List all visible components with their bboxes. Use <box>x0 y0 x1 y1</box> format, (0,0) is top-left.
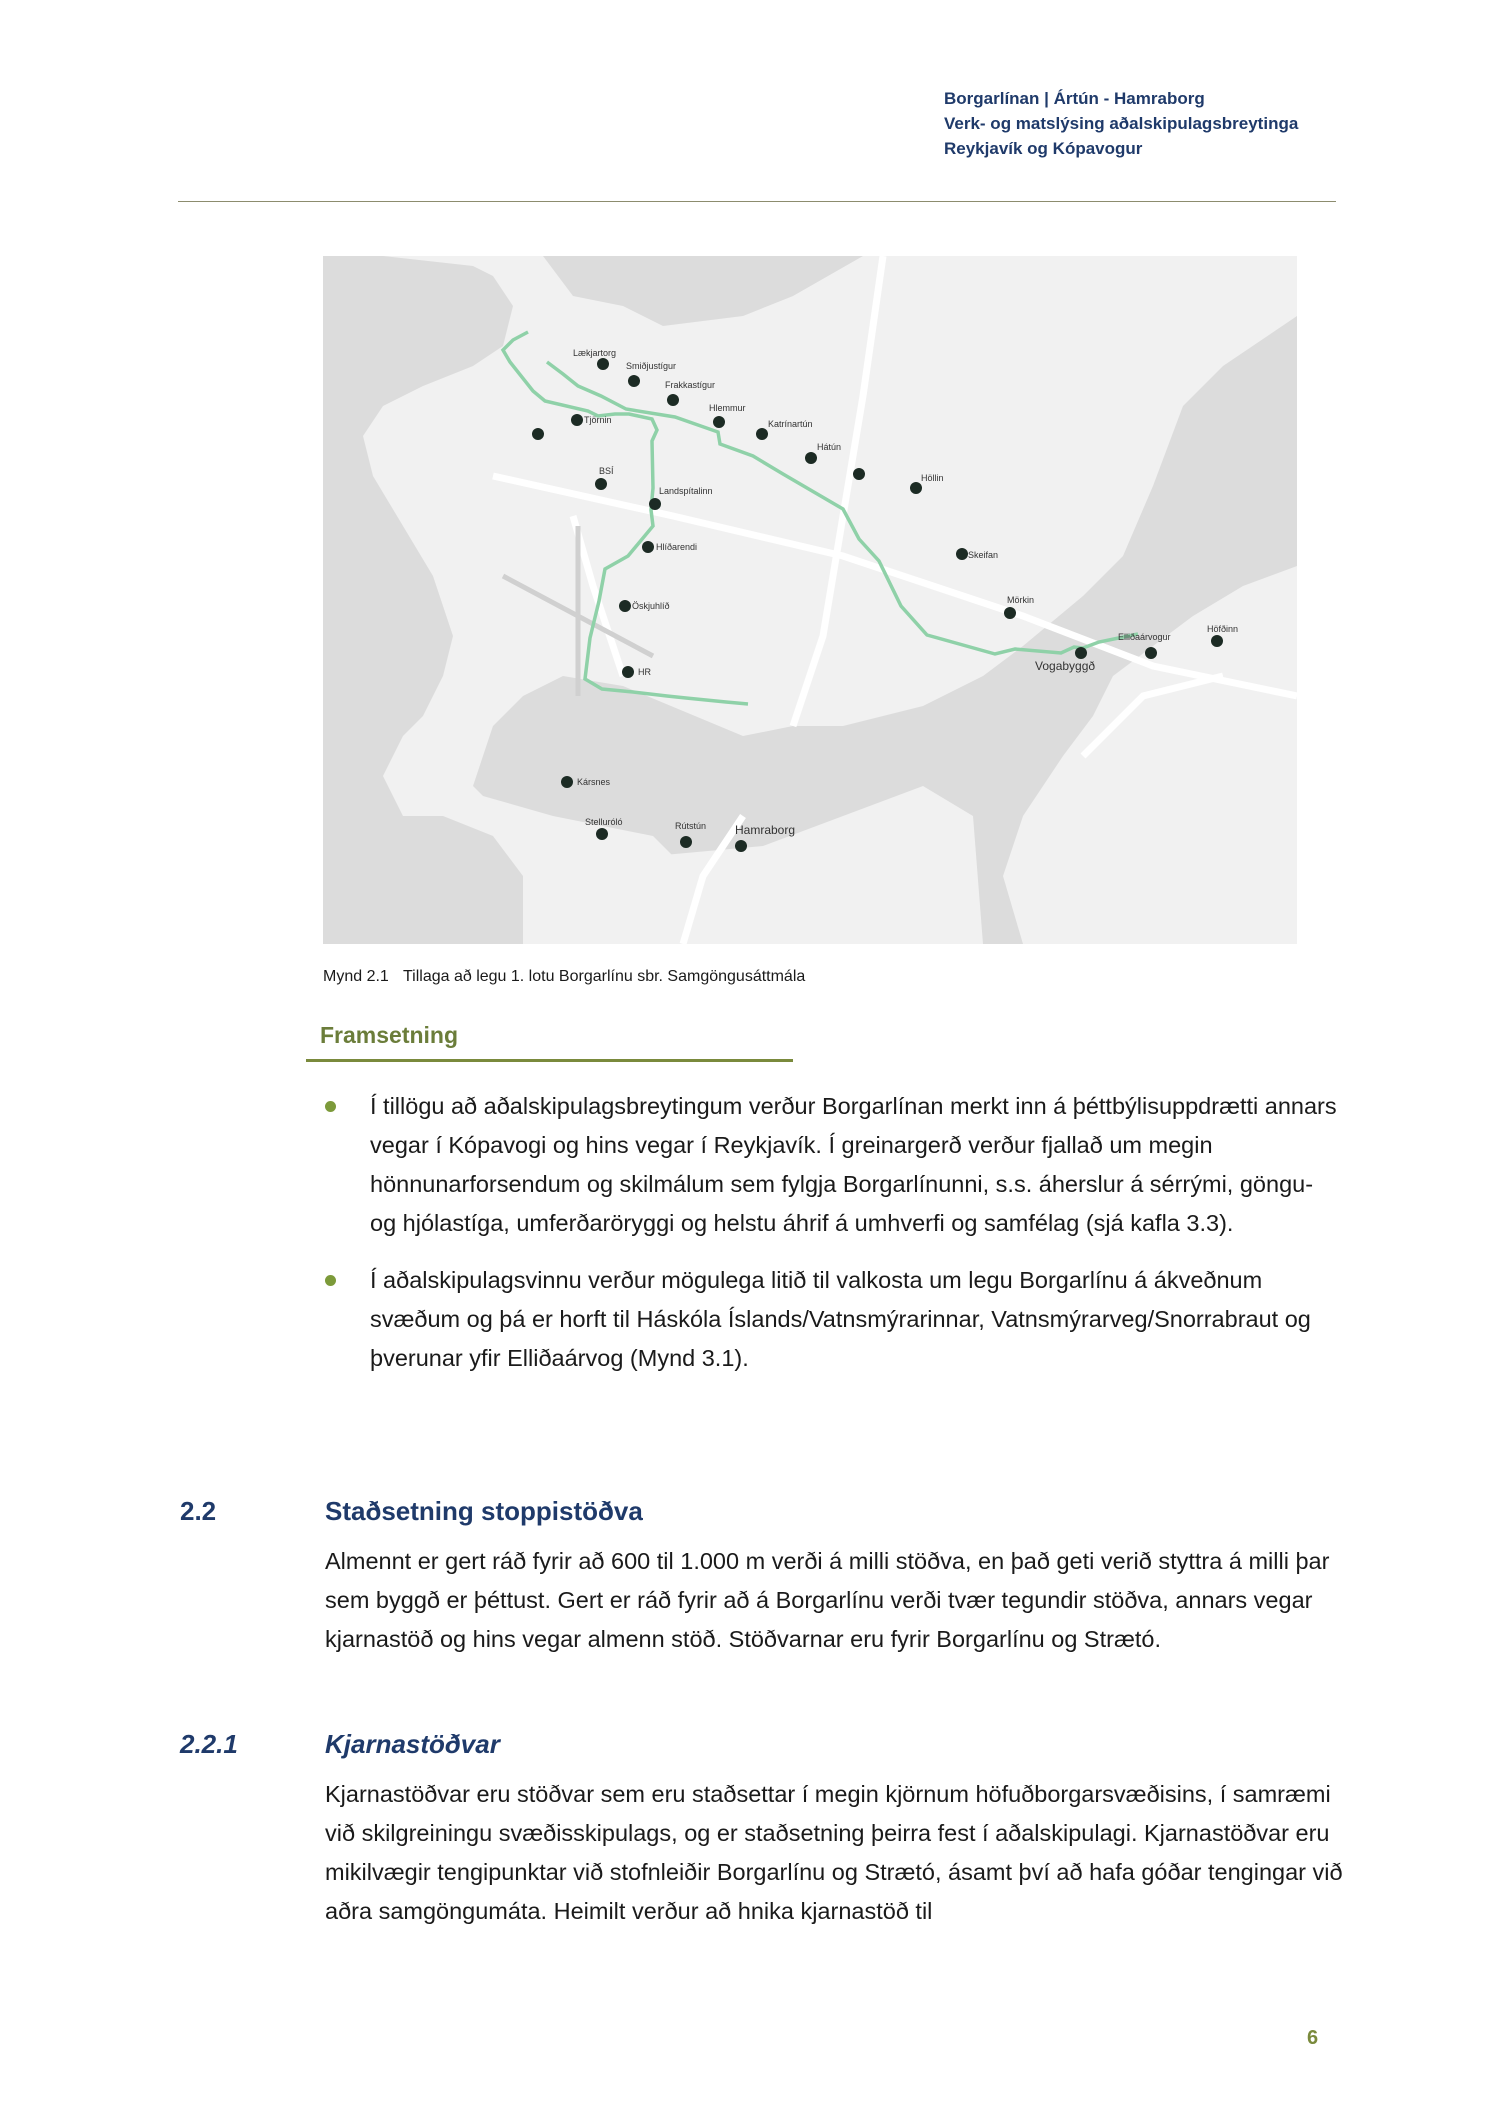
station-frakkastigur-dot <box>667 394 679 406</box>
station-stellurolo-dot <box>596 828 608 840</box>
station-label-tjornin: Tjörnin <box>584 415 612 425</box>
station-ellidaarvogur-dot <box>1145 647 1157 659</box>
station-label-bsi: BSÍ <box>599 466 614 476</box>
bullet-text: Í aðalskipulagsvinnu verður mögulega litið til valkosta um legu Borgarlínu á ákveðnum svæðum og þá er horft til Háskóla Íslands/Vatnsmýrarinnar, Vatnsmýrarveg/Snorrabraut og þverunar yfir Elliðaárvog (Mynd 3.1). <box>370 1267 1311 1371</box>
figure-caption <box>323 968 815 986</box>
station-hlidarendi-dot <box>642 541 654 553</box>
section-2-2-number: 2.2 <box>180 1496 217 1526</box>
station-label-hatun: Hátún <box>817 442 842 452</box>
bullet-text: Í tillögu að aðalskipulagsbreytingum verður Borgarlínan merkt inn á þéttbýlisuppdrætti annars vegar í Kópavogi og hins vegar í Reykjavík. Í greinargerð verður fjallað um megin hönnunarforsendum og skilmálum sem fylgja Borgarlínunni, s.s. áherslur á sérrými, göngu- og hjólastíga, umferðaröryggi og helstu áhrif á umhverfi og samfélag (sjá kafla 3.3). <box>370 1093 1337 1236</box>
route-map <box>323 256 1297 944</box>
station-hr-dot <box>622 666 634 678</box>
station-label-hr: HR <box>638 667 651 677</box>
station-tjornin-dot <box>571 414 583 426</box>
station-label-hollin: Höllin <box>921 473 944 483</box>
document-header <box>944 86 1384 161</box>
framsetning-heading: Framsetning <box>320 1022 459 1048</box>
station-bsi-dot <box>595 478 607 490</box>
caption-number: Mynd 2.1 <box>323 968 389 985</box>
station-label-stellurolo: Stelluróló <box>585 817 623 827</box>
station-smidjustigur-dot <box>628 375 640 387</box>
framsetning-underline <box>306 1059 793 1062</box>
station-label-hlidarendi: Hlíðarendi <box>656 542 698 552</box>
section-2-2-1-body: Kjarnastöðvar eru stöðvar sem eru staðsettar í megin kjörnum höfuðborgarsvæðisins, í samræmi við skilgreiningu svæðisskipulags, og er staðsetning þeirra fest í aðalskipulagi. Kjarnastöðvar eru mikilvægir tengipunktar við stofnleiðir Borgarlínu og Strætó, ásamt því að hafa góðar tengingar við aðra samgöngumáta. Heimilt verður að hnika kjarnastöð til <box>325 1781 1343 1924</box>
section-2-2-1-number: 2.2.1 <box>180 1729 238 1759</box>
station-label-hofdinn: Höfðinn <box>1207 624 1239 634</box>
station-hollin-east-dot <box>910 482 922 494</box>
station-oskjuhlid-dot <box>619 600 631 612</box>
section-2-2-1-title: Kjarnastöðvar <box>325 1729 500 1759</box>
header-divider <box>178 201 1336 202</box>
station-karsnes-dot <box>561 776 573 788</box>
framsetning-bullet-list <box>320 1087 1340 1396</box>
station-label-hlemmur: Hlemmur <box>709 403 746 413</box>
station-hofdinn-dot <box>1211 635 1223 647</box>
caption-text: Tillaga að legu 1. lotu Borgarlínu sbr. Samgöngusáttmála <box>402 968 806 985</box>
station-label-landspitalinn: Landspítalinn <box>659 486 713 496</box>
station-label-frakkastigur: Frakkastígur <box>665 380 716 390</box>
station-label-vogabyggd: Vogabyggð <box>1035 659 1096 673</box>
station-label-rutstun: Rútstún <box>675 821 707 831</box>
station-label-skeifan: Skeifan <box>968 550 999 560</box>
station-rutstun-dot <box>680 836 692 848</box>
station-hollin-dot <box>853 468 865 480</box>
station-label-karsnes: Kársnes <box>577 777 611 787</box>
bullet-item <box>320 1087 1340 1243</box>
station-katrinartun-dot <box>756 428 768 440</box>
bullet-icon <box>325 1101 336 1112</box>
section-2-2-body: Almennt er gert ráð fyrir að 600 til 1.000 m verði á milli stöðva, en það geti verið styttra á milli þar sem byggð er þéttust. Gert er ráð fyrir að á Borgarlínu verði tvær tegundir stöðva, annars vegar kjarnastöð og hins vegar almenn stöð. Stöðvarnar eru fyrir Borgarlínu og Strætó. <box>325 1548 1330 1652</box>
station-label-ellidaarvogur: Elliðaárvogur <box>1118 632 1171 642</box>
station-label-hamraborg: Hamraborg <box>735 823 796 837</box>
station-laekjartorg-dot <box>597 358 609 370</box>
station-morkin-dot <box>1004 607 1016 619</box>
bullet-icon <box>325 1275 336 1286</box>
station-landspitalinn-dot <box>649 498 661 510</box>
station-hatun-dot <box>805 452 817 464</box>
bullet-item <box>320 1261 1340 1378</box>
station-label-katrinartun: Katrínartún <box>768 419 813 429</box>
header-line-2: Verk- og matslýsing aðalskipulagsbreytinga <box>944 114 1299 133</box>
page-number: 6 <box>1307 2027 1319 2049</box>
station-label-laekjartorg: Lækjartorg <box>573 348 617 358</box>
station-hlemmur-dot <box>713 416 725 428</box>
header-line-1: Borgarlínan | Ártún - Hamraborg <box>944 89 1205 108</box>
station-label-oskjuhlid: Öskjuhlíð <box>632 601 670 611</box>
station-skeifan-dot <box>956 548 968 560</box>
station-west-dot <box>532 428 544 440</box>
station-hamraborg-dot <box>735 840 747 852</box>
section-2-2-title: Staðsetning stoppistöðva <box>325 1496 643 1526</box>
header-line-3: Reykjavík og Kópavogur <box>944 139 1143 158</box>
station-label-morkin: Mörkin <box>1007 595 1035 605</box>
station-vogabyggd-dot <box>1075 647 1087 659</box>
station-label-smidjustigur: Smiðjustígur <box>626 361 677 371</box>
